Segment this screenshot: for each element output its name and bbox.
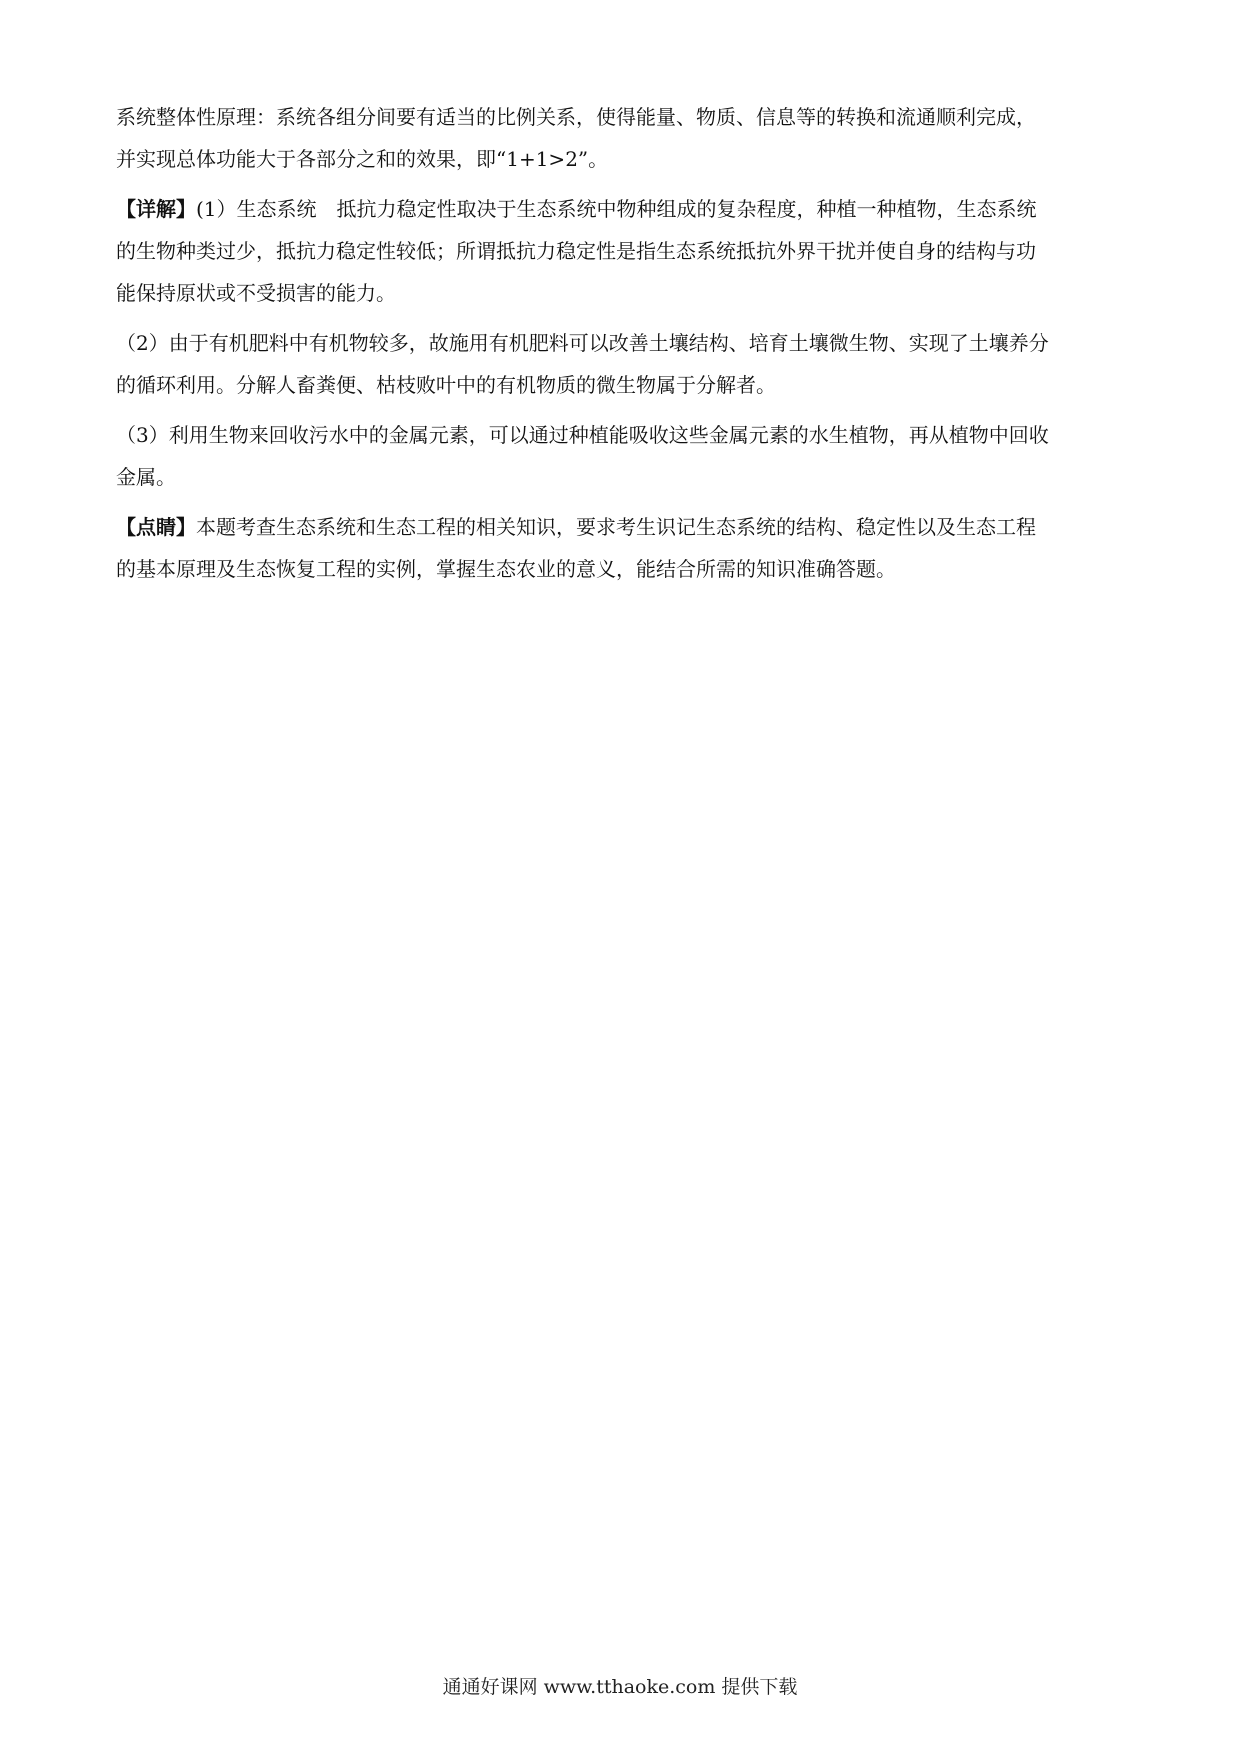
text-line: （2）由于有机肥料中有机物较多，故施用有机肥料可以改善土壤结构、培育土壤微生物、实现了土壤养分 (116, 331, 1049, 355)
paragraph-system-principle (116, 96, 1132, 180)
paragraph-commentary (116, 506, 1132, 590)
section-lead-label: 【详解】 (116, 197, 196, 221)
paragraph-answer-3 (116, 414, 1132, 498)
text-line: 金属。 (116, 465, 176, 489)
text-fragment: 本题考查生态系统和生态工程的相关知识，要求考生识记生态系统的结构、稳定性以及生态工程 (196, 515, 1036, 539)
paragraph-detailed-explanation (116, 188, 1132, 314)
text-line (116, 188, 1132, 230)
page-footer: 通通好课网 www.tthaoke.com 提供下载 (442, 1676, 798, 1698)
text-line: 的生物种类过少，抵抗力稳定性较低；所谓抵抗力稳定性是指生态系统抵抗外界干扰并使自身的结构与功 (116, 239, 1036, 263)
text-line: 并实现总体功能大于各部分之和的效果，即“1+1>2”。 (116, 147, 609, 171)
text-line: 的循环利用。分解人畜粪便、枯枝败叶中的有机物质的微生物属于分解者。 (116, 373, 776, 397)
section-lead-label: 【点睛】 (116, 515, 196, 539)
text-line: 的基本原理及生态恢复工程的实例，掌握生态农业的意义，能结合所需的知识准确答题。 (116, 557, 896, 581)
text-line: 系统整体性原理：系统各组分间要有适当的比例关系，使得能量、物质、信息等的转换和流通顺利完成， (116, 105, 1036, 129)
text-line: 能保持原状或不受损害的能力。 (116, 281, 396, 305)
document-body (116, 96, 1132, 598)
text-fragment: (1）生态系统 抵抗力稳定性取决于生态系统中物种组成的复杂程度，种植一种植物，生态系统 (196, 197, 1037, 221)
text-line (116, 506, 1132, 548)
paragraph-answer-2 (116, 322, 1132, 406)
text-line: （3）利用生物来回收污水中的金属元素，可以通过种植能吸收这些金属元素的水生植物，再从植物中回收 (116, 423, 1049, 447)
